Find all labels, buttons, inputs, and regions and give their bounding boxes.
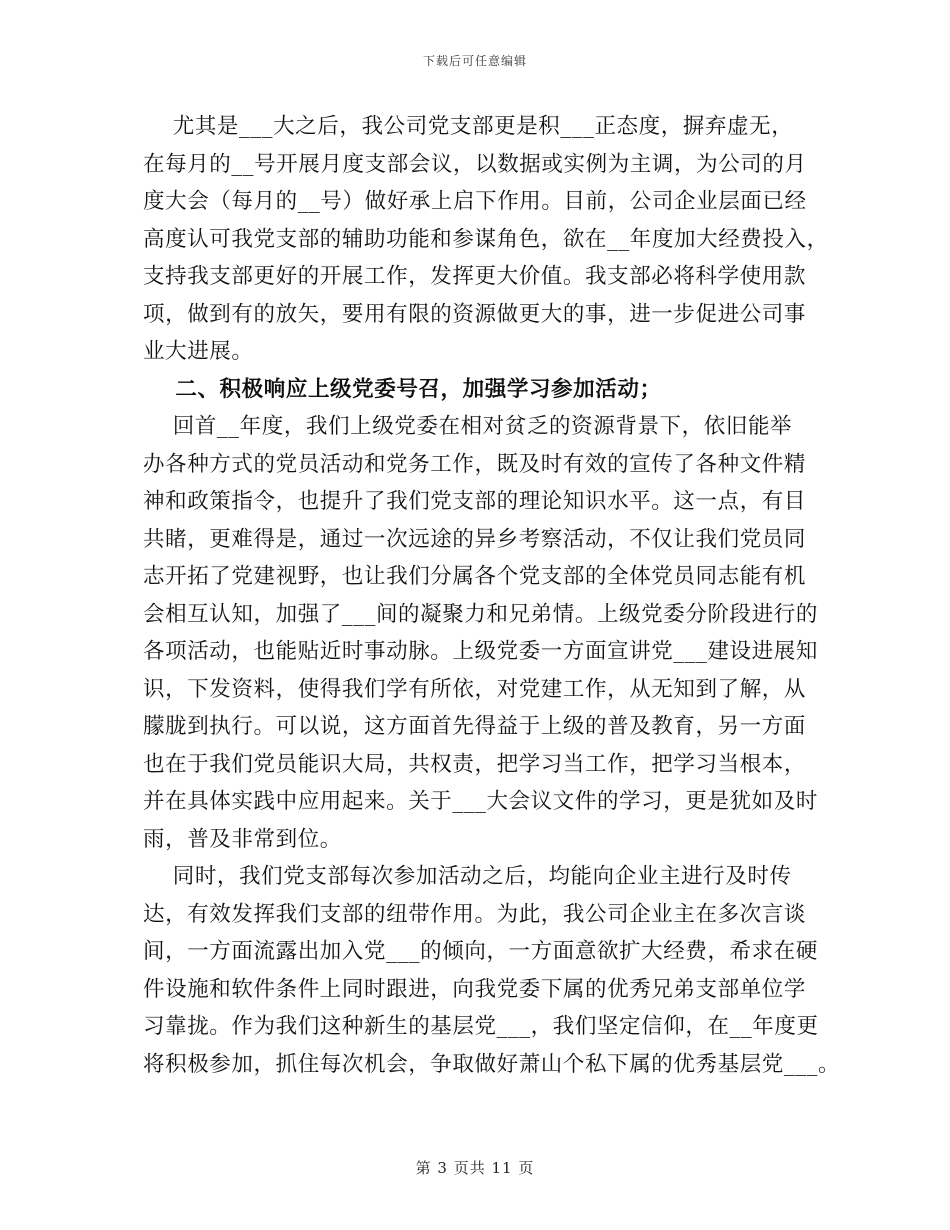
- text-line: 达，有效发挥我们支部的纽带作用。为此，我公司企业主在多次言谈: [143, 901, 807, 927]
- text-line: 间，一方面流露出加入党___的倾向，一方面意欲扩大经费，希求在硬: [143, 939, 818, 964]
- text-line: 朦胧到执行。可以说，这方面首先得益于上级的普及教育，另一方面: [143, 714, 807, 739]
- text-line: 回首__年度，我们上级党委在相对贫乏的资源背景下，依旧能举: [143, 414, 793, 439]
- text-line: 件设施和软件条件上同时跟进，向我党委下属的优秀兄弟支部单位学: [143, 976, 807, 1002]
- text-line: 并在具体实践中应用起来。关于___大会议文件的学习，更是犹如及时: [143, 789, 818, 814]
- section-heading: 二、积极响应上级党委号召，加强学习参加活动；: [143, 376, 662, 402]
- text-line: 共睹，更难得是，通过一次远途的异乡考察活动，不仅让我们党员同: [143, 526, 807, 552]
- text-line: 业大进展。: [143, 339, 254, 364]
- page-header: 下载后可任意编辑: [422, 54, 527, 68]
- text-line: 会相互认知，加强了___间的凝聚力和兄弟情。上级党委分阶段进行的: [143, 601, 818, 627]
- page-number: 第 3 页共 11 页: [415, 1159, 535, 1177]
- text-line: 习靠拢。作为我们这种新生的基层党___，我们坚定信仰，在__年度更: [143, 1014, 819, 1039]
- text-line: 在每月的__号开展月度支部会议，以数据或实例为主调，为公司的月: [143, 151, 807, 177]
- text-line: 度大会（每月的__号）做好承上启下作用。目前，公司企业层面已经: [143, 189, 807, 214]
- document-body: [143, 108, 841, 1083]
- text-line: 识，下发资料，使得我们学有所依，对党建工作，从无知到了解，从: [143, 676, 807, 702]
- text-line: 各项活动，也能贴近时事动脉。上级党委一方面宣讲党___建设进展知: [143, 639, 818, 664]
- text-line: 办各种方式的党员活动和党务工作，既及时有效的宣传了各种文件精: [143, 451, 807, 477]
- text-line: 尤其是___大之后，我公司党支部更是积___正态度，摒弃虚无，: [143, 114, 794, 139]
- text-line: 支持我支部更好的开展工作，发挥更大价值。我支部必将科学使用款: [143, 264, 807, 289]
- text-line: 项，做到有的放矢，要用有限的资源做更大的事，进一步促进公司事: [143, 301, 807, 327]
- text-line: 雨，普及非常到位。: [143, 826, 342, 852]
- text-line: 同时，我们党支部每次参加活动之后，均能向企业主进行及时传: [143, 864, 792, 889]
- text-line: 也在于我们党员能识大局，共权责，把学习当工作，把学习当根本，: [143, 751, 807, 777]
- text-line: 神和政策指令，也提升了我们党支部的理论知识水平。这一点，有目: [143, 489, 807, 514]
- text-line: 志开拓了党建视野，也让我们分属各个党支部的全体党员同志能有机: [143, 564, 807, 589]
- text-line: 将积极参加，抓住每次机会，争取做好萧山个私下属的优秀基层党___。: [143, 1051, 841, 1077]
- text-line: 高度认可我党支部的辅助功能和参谋角色，欲在__年度加大经费投入，: [143, 226, 829, 252]
